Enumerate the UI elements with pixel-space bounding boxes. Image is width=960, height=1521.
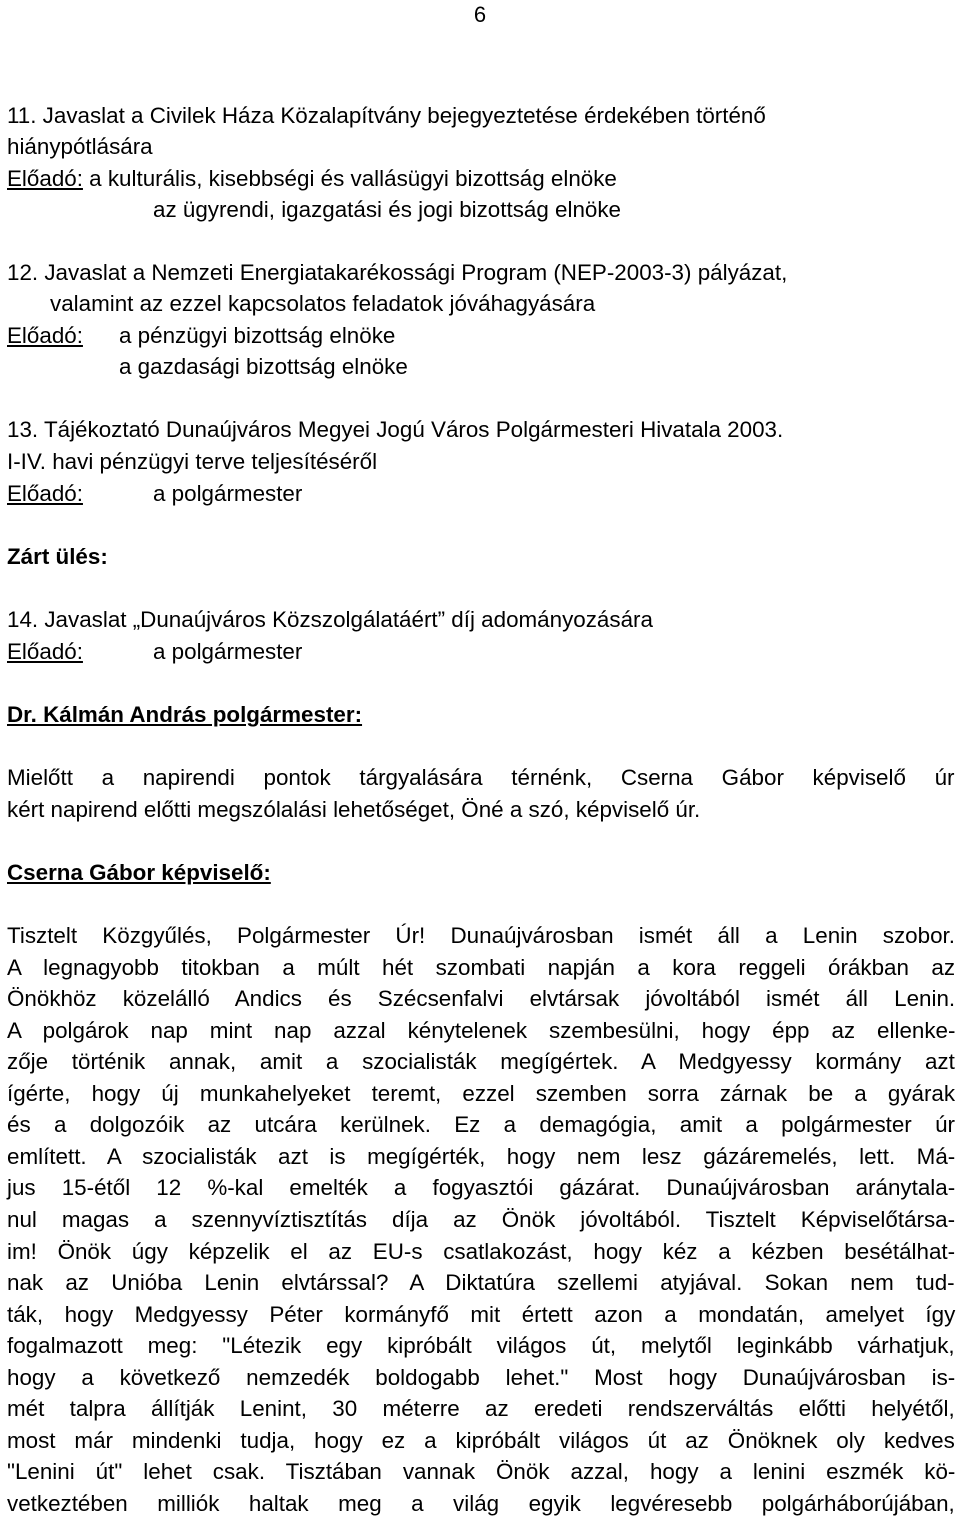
cserna-text-line: fogalmazott meg: "Létezik egy kipróbált világos út, melytől leginkább várhatjuk, — [7, 1333, 955, 1358]
cserna-text-line: mét talpra állítják Lenint, 30 méterre az eredeti rendszerváltás előtti helyétől, — [7, 1396, 955, 1421]
cserna-text-line: Önökhöz közelálló Andics és Szécsenfalvi elvtársak jóvoltából ismét áll Lenin. — [7, 986, 956, 1011]
speaker-cserna-heading: Cserna Gábor képviselő: — [7, 860, 271, 885]
cserna-text-line: nul magas a szennyvíztisztítás díja az Önök jóvoltából. Tisztelt Képviselőtársa- — [7, 1207, 956, 1232]
presenter-name: a kulturális, kisebbségi és vallásügyi bizottság elnöke — [82, 166, 617, 191]
cserna-text-line: A polgárok nap mint nap azzal kénytelenek szembesülni, hogy épp az ellenke- — [7, 1018, 956, 1043]
item-13-presenter-label: Előadó: — [7, 481, 83, 506]
cserna-text-line: most már mindenki tudja, hogy ez a kipróbált világos út az Önöknek oly kedves — [7, 1428, 955, 1453]
item-11-presenter-line-1 — [7, 165, 617, 193]
cserna-text-line: vetkeztében milliók haltak meg a világ egyik legvéresebb polgárháborújában, — [7, 1491, 955, 1516]
cserna-text-line: A legnagyobb titokban a múlt hét szombati napján a kora reggeli órákban az — [7, 955, 956, 980]
cserna-text-line: zője történik annak, amit a szocialisták megígértek. A Medgyessy kormány azt — [7, 1049, 955, 1074]
item-12-title-line-2: valamint az ezzel kapcsolatos feladatok jóváhagyására — [50, 291, 596, 316]
cserna-text-line: "Lenini út" lehet csak. Tisztában vannak Önök azzal, hogy a lenini eszmék kö- — [7, 1459, 956, 1484]
item-12-presenter-line-1: a pénzügyi bizottság elnöke — [119, 323, 396, 348]
item-13-title-line-1: 13. Tájékoztató Dunaújváros Megyei Jogú Város Polgármesteri Hivatala 2003. — [7, 417, 784, 442]
item-12-presenter-label: Előadó: — [7, 323, 83, 348]
presenter-label: Előadó: — [7, 166, 83, 191]
closed-session-heading: Zárt ülés: — [7, 544, 108, 569]
cserna-text-line: Tisztelt Közgyűlés, Polgármester Úr! Dunaújvárosban ismét áll a Lenin szobor. — [7, 923, 955, 948]
speaker-mayor-heading: Dr. Kálmán András polgármester: — [7, 702, 363, 727]
item-14-presenter-label: Előadó: — [7, 639, 83, 664]
item-13-title-line-2: I-IV. havi pénzügyi terve teljesítéséről — [7, 449, 378, 474]
cserna-text-line: hogy a következő nemzedék boldogabb lehet." Most hogy Dunaújvárosban is- — [7, 1365, 956, 1390]
item-11-title-line-1: 11. Javaslat a Civilek Háza Közalapítvány bejegyeztetése érdekében történő — [7, 103, 766, 128]
item-14-presenter-line-1: a polgármester — [153, 639, 303, 664]
item-11-presenter-line-2: az ügyrendi, igazgatási és jogi bizottság elnöke — [153, 197, 622, 222]
cserna-text-line: és a dolgozóik az utcára kerülnek. Ez a demagógia, amit a polgármester úr — [7, 1112, 955, 1137]
cserna-text-line: jus 15-étől 12 %-kal emelték a fogyasztói gázárat. Dunaújvárosban aránytala- — [7, 1175, 956, 1200]
mayor-text-line: Mielőtt a napirendi pontok tárgyalására térnénk, Cserna Gábor képviselő úr — [7, 765, 955, 790]
item-11-title-line-2: hiánypótlására — [7, 134, 153, 159]
cserna-text-line: említett. A szocialisták azt is megígérték, hogy nem lesz gázáremelés, lett. Má- — [7, 1144, 956, 1169]
cserna-text-line: ták, hogy Medgyessy Péter kormányfő mit értett azon a mondatán, amelyet így — [7, 1302, 956, 1327]
cserna-text-line: im! Önök úgy képzelik el az EU-s csatlakozást, hogy kéz a kézben besétálhat- — [7, 1239, 956, 1264]
cserna-text-line: ígérte, hogy új munkahelyeket teremt, ezzel szemben sorra zárnak be a gyárak — [7, 1081, 956, 1106]
item-13-presenter-line-1: a polgármester — [153, 481, 303, 506]
cserna-text-line: nak az Unióba Lenin elvtárssal? A Diktatúra szellemi atyjával. Sokan nem tud- — [7, 1270, 955, 1295]
item-12-title-line-1: 12. Javaslat a Nemzeti Energiatakarékossági Program (NEP-2003-3) pályázat, — [7, 260, 788, 285]
item-12-presenter-line-2: a gazdasági bizottság elnöke — [119, 354, 408, 379]
item-14-title-line-1: 14. Javaslat „Dunaújváros Közszolgálatáért” díj adományozására — [7, 607, 653, 632]
page-number: 6 — [473, 2, 487, 27]
mayor-text-line: kért napirend előtti megszólalási lehetőséget, Öné a szó, képviselő úr. — [7, 797, 701, 822]
